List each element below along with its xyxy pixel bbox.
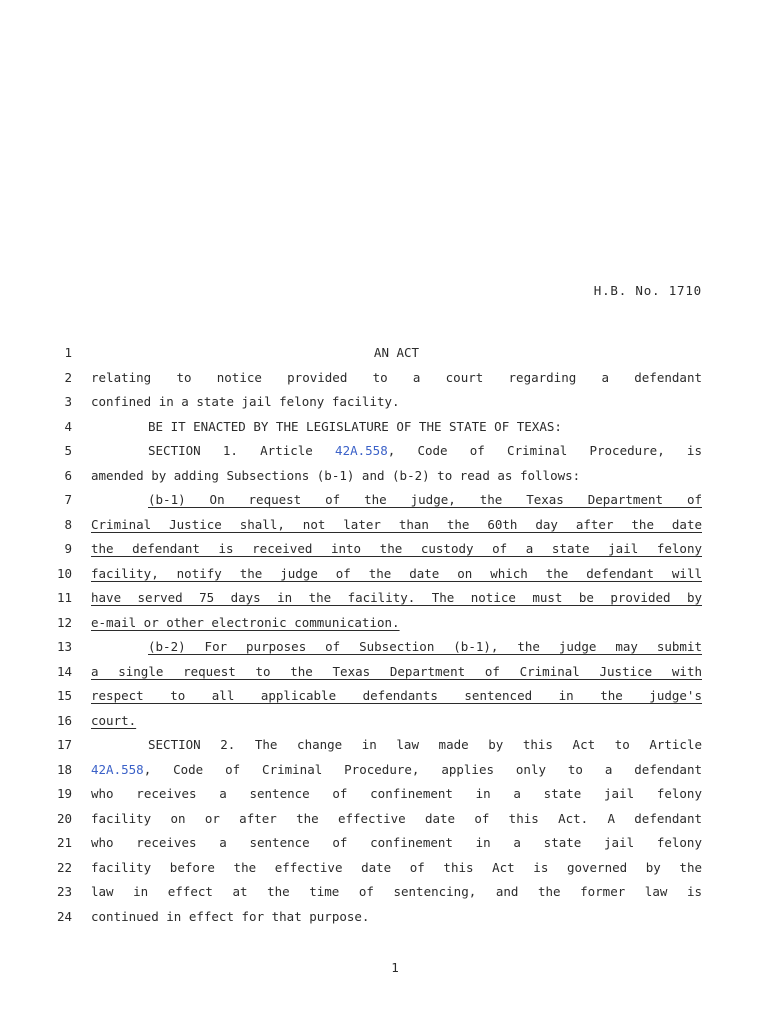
line-text-inserted: [91, 635, 702, 660]
text-line: [0, 880, 770, 905]
inserted-text: (b-2) For purposes of Subsection (b-1), the judge may submit: [148, 639, 702, 654]
line-number: 5: [64, 443, 72, 458]
inserted-text: e-mail or other electronic communication.: [91, 614, 400, 630]
act-title: AN ACT: [373, 345, 420, 360]
text-line: [0, 439, 770, 464]
line-number: 6: [64, 467, 72, 483]
text-line: [0, 390, 770, 415]
text-line: [0, 733, 770, 758]
line-text-inserted: Criminal Justice shall, not later than the 60th day after the date: [91, 516, 702, 532]
bill-text: [0, 341, 770, 929]
text-line: [0, 684, 770, 709]
line-number: 21: [56, 835, 72, 850]
line-text-inserted: [91, 611, 702, 636]
line-number: 3: [64, 394, 72, 409]
text-line: [0, 660, 770, 685]
bill-number: H.B. No. 1710: [593, 283, 702, 298]
line-text-part: SECTION 1. Article: [148, 443, 336, 458]
line-text-part: , Code of Criminal Procedure, is: [387, 443, 702, 458]
text-line: [0, 366, 770, 391]
line-text: [91, 439, 702, 464]
line-number: 14: [56, 663, 72, 679]
text-line: [0, 758, 770, 783]
text-line: [0, 905, 770, 930]
inserted-text: court.: [91, 712, 137, 728]
line-text-inserted: have served 75 days in the facility. The notice must be provided by: [91, 590, 702, 605]
line-number: 19: [56, 786, 72, 801]
line-text-inserted: respect to all applicable defendants sentenced in the judge's: [91, 688, 702, 703]
line-text-inserted: [91, 488, 702, 513]
line-number: 9: [64, 541, 72, 556]
line-text-inserted: the defendant is received into the custody of a state jail felony: [91, 541, 702, 556]
line-text: [91, 758, 702, 783]
line-text: relating to notice provided to a court regarding a defendant: [91, 369, 702, 385]
text-line: [0, 782, 770, 807]
line-number: 10: [56, 565, 72, 581]
line-text: facility on or after the effective date of this Act. A defendant: [91, 810, 702, 826]
line-number: 24: [56, 908, 72, 924]
line-text: confined in a state jail felony facility.: [91, 394, 400, 409]
line-number: 1: [64, 345, 72, 360]
line-number: 12: [56, 614, 72, 630]
text-line: [0, 537, 770, 562]
text-line: [0, 464, 770, 489]
article-link[interactable]: 42A.558: [91, 761, 144, 777]
line-text: continued in effect for that purpose.: [91, 908, 370, 924]
line-text: who receives a sentence of confinement in a state jail felony: [91, 786, 702, 801]
text-line: [0, 611, 770, 636]
line-number: 15: [56, 688, 72, 703]
line-number: 13: [56, 639, 72, 654]
line-number: 23: [56, 884, 72, 899]
line-number: 7: [64, 492, 72, 507]
line-text: law in effect at the time of sentencing, and the former law is: [91, 884, 702, 899]
line-text-inserted: a single request to the Texas Department of Criminal Justice with: [91, 663, 702, 679]
text-line: [0, 341, 770, 366]
text-line: [0, 415, 770, 440]
line-text: who receives a sentence of confinement in a state jail felony: [91, 835, 702, 850]
inserted-text: (b-1) On request of the judge, the Texas Department of: [148, 492, 702, 507]
page-number: 1: [391, 960, 399, 975]
line-text-inserted: facility, notify the judge of the date on which the defendant will: [91, 565, 702, 581]
line-text: facility before the effective date of this Act is governed by the: [91, 859, 702, 875]
text-line: [0, 488, 770, 513]
article-link[interactable]: 42A.558: [335, 443, 388, 458]
line-text: amended by adding Subsections (b-1) and (b-2) to read as follows:: [91, 467, 581, 483]
line-number: 22: [56, 859, 72, 875]
line-number: 17: [56, 737, 72, 752]
line-number: 8: [64, 516, 72, 532]
text-line: [0, 586, 770, 611]
line-number: 20: [56, 810, 72, 826]
text-line: [0, 831, 770, 856]
line-number: 18: [56, 761, 72, 777]
text-line: [0, 513, 770, 538]
text-line: [0, 562, 770, 587]
enacting-clause: BE IT ENACTED BY THE LEGISLATURE OF THE STATE OF TEXAS:: [148, 418, 562, 434]
text-line: [0, 635, 770, 660]
line-number: 2: [64, 369, 72, 385]
line-text-part: , Code of Criminal Procedure, applies only to a defendant: [143, 761, 702, 777]
line-text-inserted: [91, 709, 702, 734]
text-line: [0, 856, 770, 881]
text-line: [0, 807, 770, 832]
text-line: [0, 709, 770, 734]
line-text: SECTION 2. The change in law made by this Act to Article: [148, 737, 702, 752]
line-number: 4: [64, 418, 72, 434]
line-number: 11: [56, 590, 72, 605]
line-number: 16: [56, 712, 72, 728]
